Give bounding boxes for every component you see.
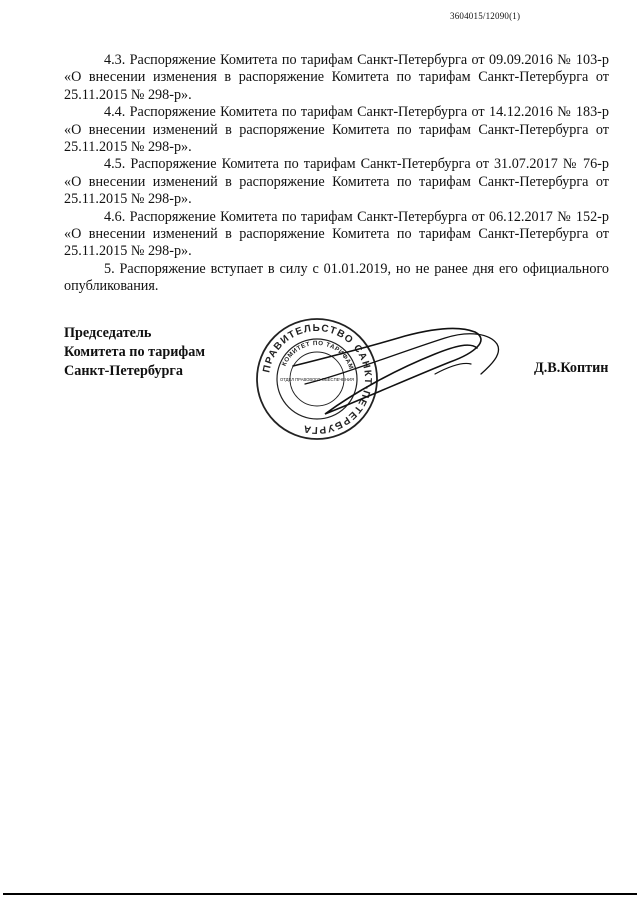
- paragraph-4-6: [64, 209, 609, 261]
- paragraph-lead: 4.3. Распоряжение Комитета по тарифам Санкт-Петербурга от 09.09.2016 № 103-р: [104, 52, 609, 68]
- signatory-position: Председатель: [64, 325, 152, 341]
- paragraph-4-5: [64, 156, 609, 208]
- paragraph-4-4: [64, 104, 609, 156]
- document-body: [64, 52, 609, 296]
- paragraph-continuation: «О внесении изменений в распоряжение Комитета по тарифам Санкт-Петербурга от 25.11.2015 № 298-р».: [64, 173, 609, 208]
- paragraph-lead: 4.6. Распоряжение Комитета по тарифам Санкт-Петербурга от 06.12.2017 № 152-р: [104, 208, 609, 225]
- paragraph-lead: 5. Распоряжение вступает в силу с 01.01.2019, но не ранее дня его официального: [104, 260, 609, 277]
- stamp-inner-text: КОМИТЕТ ПО ТАРИФАМ: [280, 339, 355, 371]
- paragraph-5: [64, 261, 609, 296]
- page-bottom-rule: [3, 893, 637, 895]
- paragraph-continuation: опубликования.: [64, 278, 159, 295]
- signatory-title: [64, 324, 205, 381]
- paragraph-continuation: «О внесении изменений в распоряжение Комитета по тарифам Санкт-Петербурга от 25.11.2015 № 298-р».: [64, 121, 609, 156]
- signatory-organization: Комитета по тарифам: [64, 344, 205, 360]
- paragraph-lead: 4.5. Распоряжение Комитета по тарифам Санкт-Петербурга от 31.07.2017 № 76-р: [104, 156, 609, 173]
- stamp-outer-text: ПРАВИТЕЛЬСТВО САНКТ-ПЕТЕРБУРГА: [261, 322, 374, 436]
- paragraph-lead: 4.4. Распоряжение Комитета по тарифам Санкт-Петербурга от 14.12.2016 № 183-р: [104, 104, 609, 121]
- paragraph-4-3: [64, 52, 609, 104]
- stamp-center-text: ОТДЕЛ ПРАВОВОГО ОБЕСПЕЧЕНИЯ: [279, 377, 355, 382]
- signatory-name: Д.В.Коптин: [534, 360, 609, 376]
- handwritten-signature: [285, 318, 510, 428]
- paragraph-continuation: «О внесении изменения в распоряжение Комитета по тарифам Санкт-Петербурга от 25.11.2015 № 298-р».: [64, 69, 609, 103]
- document-number: 3604015/12090(1): [450, 11, 521, 21]
- paragraph-continuation: «О внесении изменений в распоряжение Комитета по тарифам Санкт-Петербурга от 25.11.2015 № 298-р».: [64, 226, 609, 260]
- signatory-city: Санкт-Петербурга: [64, 363, 183, 379]
